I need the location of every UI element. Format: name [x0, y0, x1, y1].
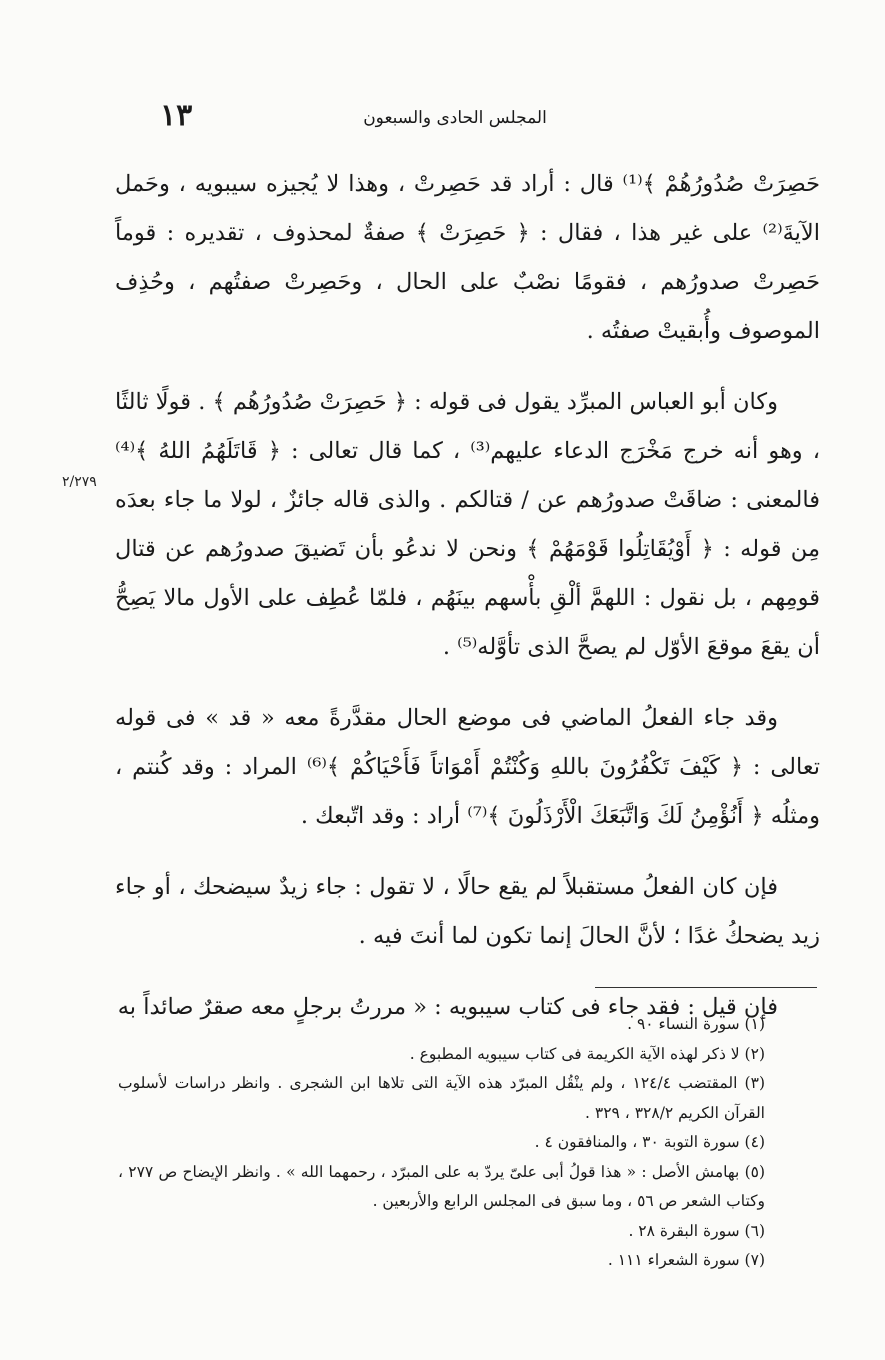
paragraph: وقد جاء الفعلُ الماضي فى موضع الحال مقدَّرةً معه « قد » فى قوله تعالى : ﴿ كَيْفَ تَكْفُرُونَ باللهِ وَكُنْتُمْ أَمْوَاتاً فَأَحْيَاكُمْ ﴾⁽⁶⁾ المراد : وقد كُنتم ، ومثلُه ﴿ أَنُؤْمِنُ لَكَ وَاتَّبَعَكَ الْأَرْذَلُونَ ﴾⁽⁷⁾ أراد : وقد اتّبعك . [115, 705, 820, 829]
footnote: (٤) سورة التوبة ٣٠ ، والمنافقون ٤ . [534, 1133, 765, 1151]
footnote: (٧) سورة الشعراء ١١١ . [607, 1251, 765, 1269]
footnote: (٦) سورة البقرة ٢٨ . [628, 1221, 765, 1240]
paragraph: وكان أبو العباس المبرِّد يقول فى قوله : ﴿ حَصِرَتْ صُدُورُهُم ﴾ . قولًا ثالثًا ، وهو أنه خرج مَخْرَج الدعاء عليهم⁽³⁾ ، كما قال تعالى : ﴿ قَاتَلَهُمُ اللهُ ﴾⁽⁴⁾ فالمعنى : ضاقَتْ صدورُهم عن / قتالكم . والذى قاله جائزٌ ، لولا ما جاء بعدَه مِن قوله : ﴿ أَوْيُقَاتِلُوا قَوْمَهُمْ ﴾ ونحن لا ندعُو بأن تَضيقَ صدورُهم عن قتال قومِهم ، بل نقول : اللهمَّ ألْقِ بأْسهم بينَهُم ، فلمّا عُطِف على الأول مالا يَصِحُّ أن يقعَ موقعَ الأوّل لم يصحَّ الذى تأوَّله⁽⁵⁾ . [115, 389, 820, 660]
footnotes [118, 1010, 820, 1276]
footnote: (٥) بهامش الأصل : « هذا قولُ أبى علىّ يردّ به على المبرّد ، رحمهما الله » . وانظر الإيضاح ص ٢٧٧ ، وكتاب الشعر ص ٥٦ ، وما سبق فى المجلس الرابع والأربعين . [118, 1162, 766, 1210]
page-header [0, 98, 885, 138]
paragraph: حَصِرَتْ صُدُورُهُمْ ﴾⁽¹⁾ قال : أراد قد حَصِرتْ ، وهذا لا يُجيزه سيبويه ، وحَمل الآيةَ⁽²⁾ على غير هذا ، فقال : ﴿ حَصِرَتْ ﴾ صفةٌ لمحذوف ، تقديره : قوماً حَصِرتْ صدورُهم ، فقومًا نصْبٌ على الحال ، وحَصِرتْ صفتُهم ، وحُذِف الموصوف وأُبقيتْ صفتُه . [115, 171, 820, 344]
main-text [115, 160, 820, 1054]
footnote-separator [595, 987, 817, 988]
paragraph: فإن قيل : فقد جاء فى كتاب سيبويه : « مررتُ برجلٍ معه صقرٌ صائداً به [117, 994, 778, 1020]
margin-page-reference: ٢/٢٧٩ [62, 474, 97, 490]
paragraph: فإن كان الفعلُ مستقبلاً لم يقع حالًا ، لا تقول : جاء زيدٌ سيضحك ، أو جاء زيد يضحكُ غدًا ؛ لأنَّ الحالَ إنما تكون لما أنتَ فيه . [115, 874, 820, 949]
footnote: (٢) لا ذكر لهذه الآية الكريمة فى كتاب سيبويه المطبوع . [409, 1044, 765, 1063]
footnote: (٣) المقتضب ١٢٤/٤ ، ولم ينْقُل المبرّد هذه الآية التى تلاها ابن الشجرى . وانظر دراسات لأسلوب القرآن الكريم ٣٢٨/٢ ، ٣٢٩ . [118, 1074, 765, 1122]
footnote: (١) سورة النساء ٩٠ . [627, 1015, 765, 1033]
page-number: ١٣ [160, 98, 193, 133]
running-title: المجلس الحادى والسبعون [363, 108, 547, 128]
